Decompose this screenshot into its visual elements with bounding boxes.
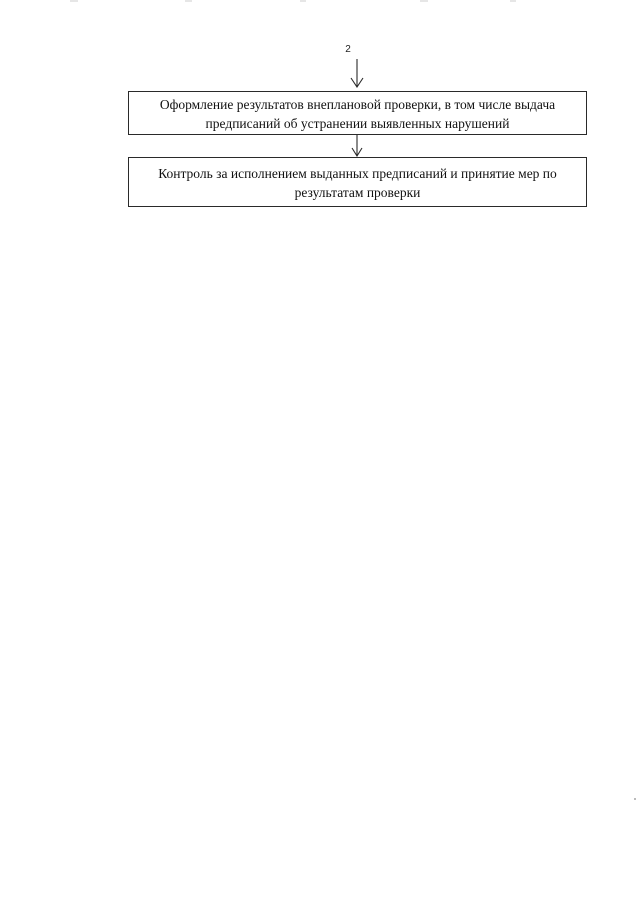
arrow-into-step-1 <box>351 59 363 87</box>
step-2-text-line-2: результатам проверки <box>294 185 421 200</box>
arrow-step-1-to-step-2 <box>352 135 362 156</box>
step-2-text-line-1: Контроль за исполнением выданных предписаний и принятие мер по <box>158 166 557 181</box>
scan-speck <box>634 798 636 800</box>
scan-edge-marks <box>0 0 640 6</box>
step-1-text-line-1: Оформление результатов внеплановой проверки, в том числе выдача <box>159 97 556 112</box>
flowchart-step-execution-control <box>128 157 587 207</box>
page-number: 2 <box>345 44 351 55</box>
flowchart-step-results-formalization <box>128 91 587 135</box>
step-1-text-line-2: предписаний об устранении выявленных нарушений <box>205 116 510 131</box>
